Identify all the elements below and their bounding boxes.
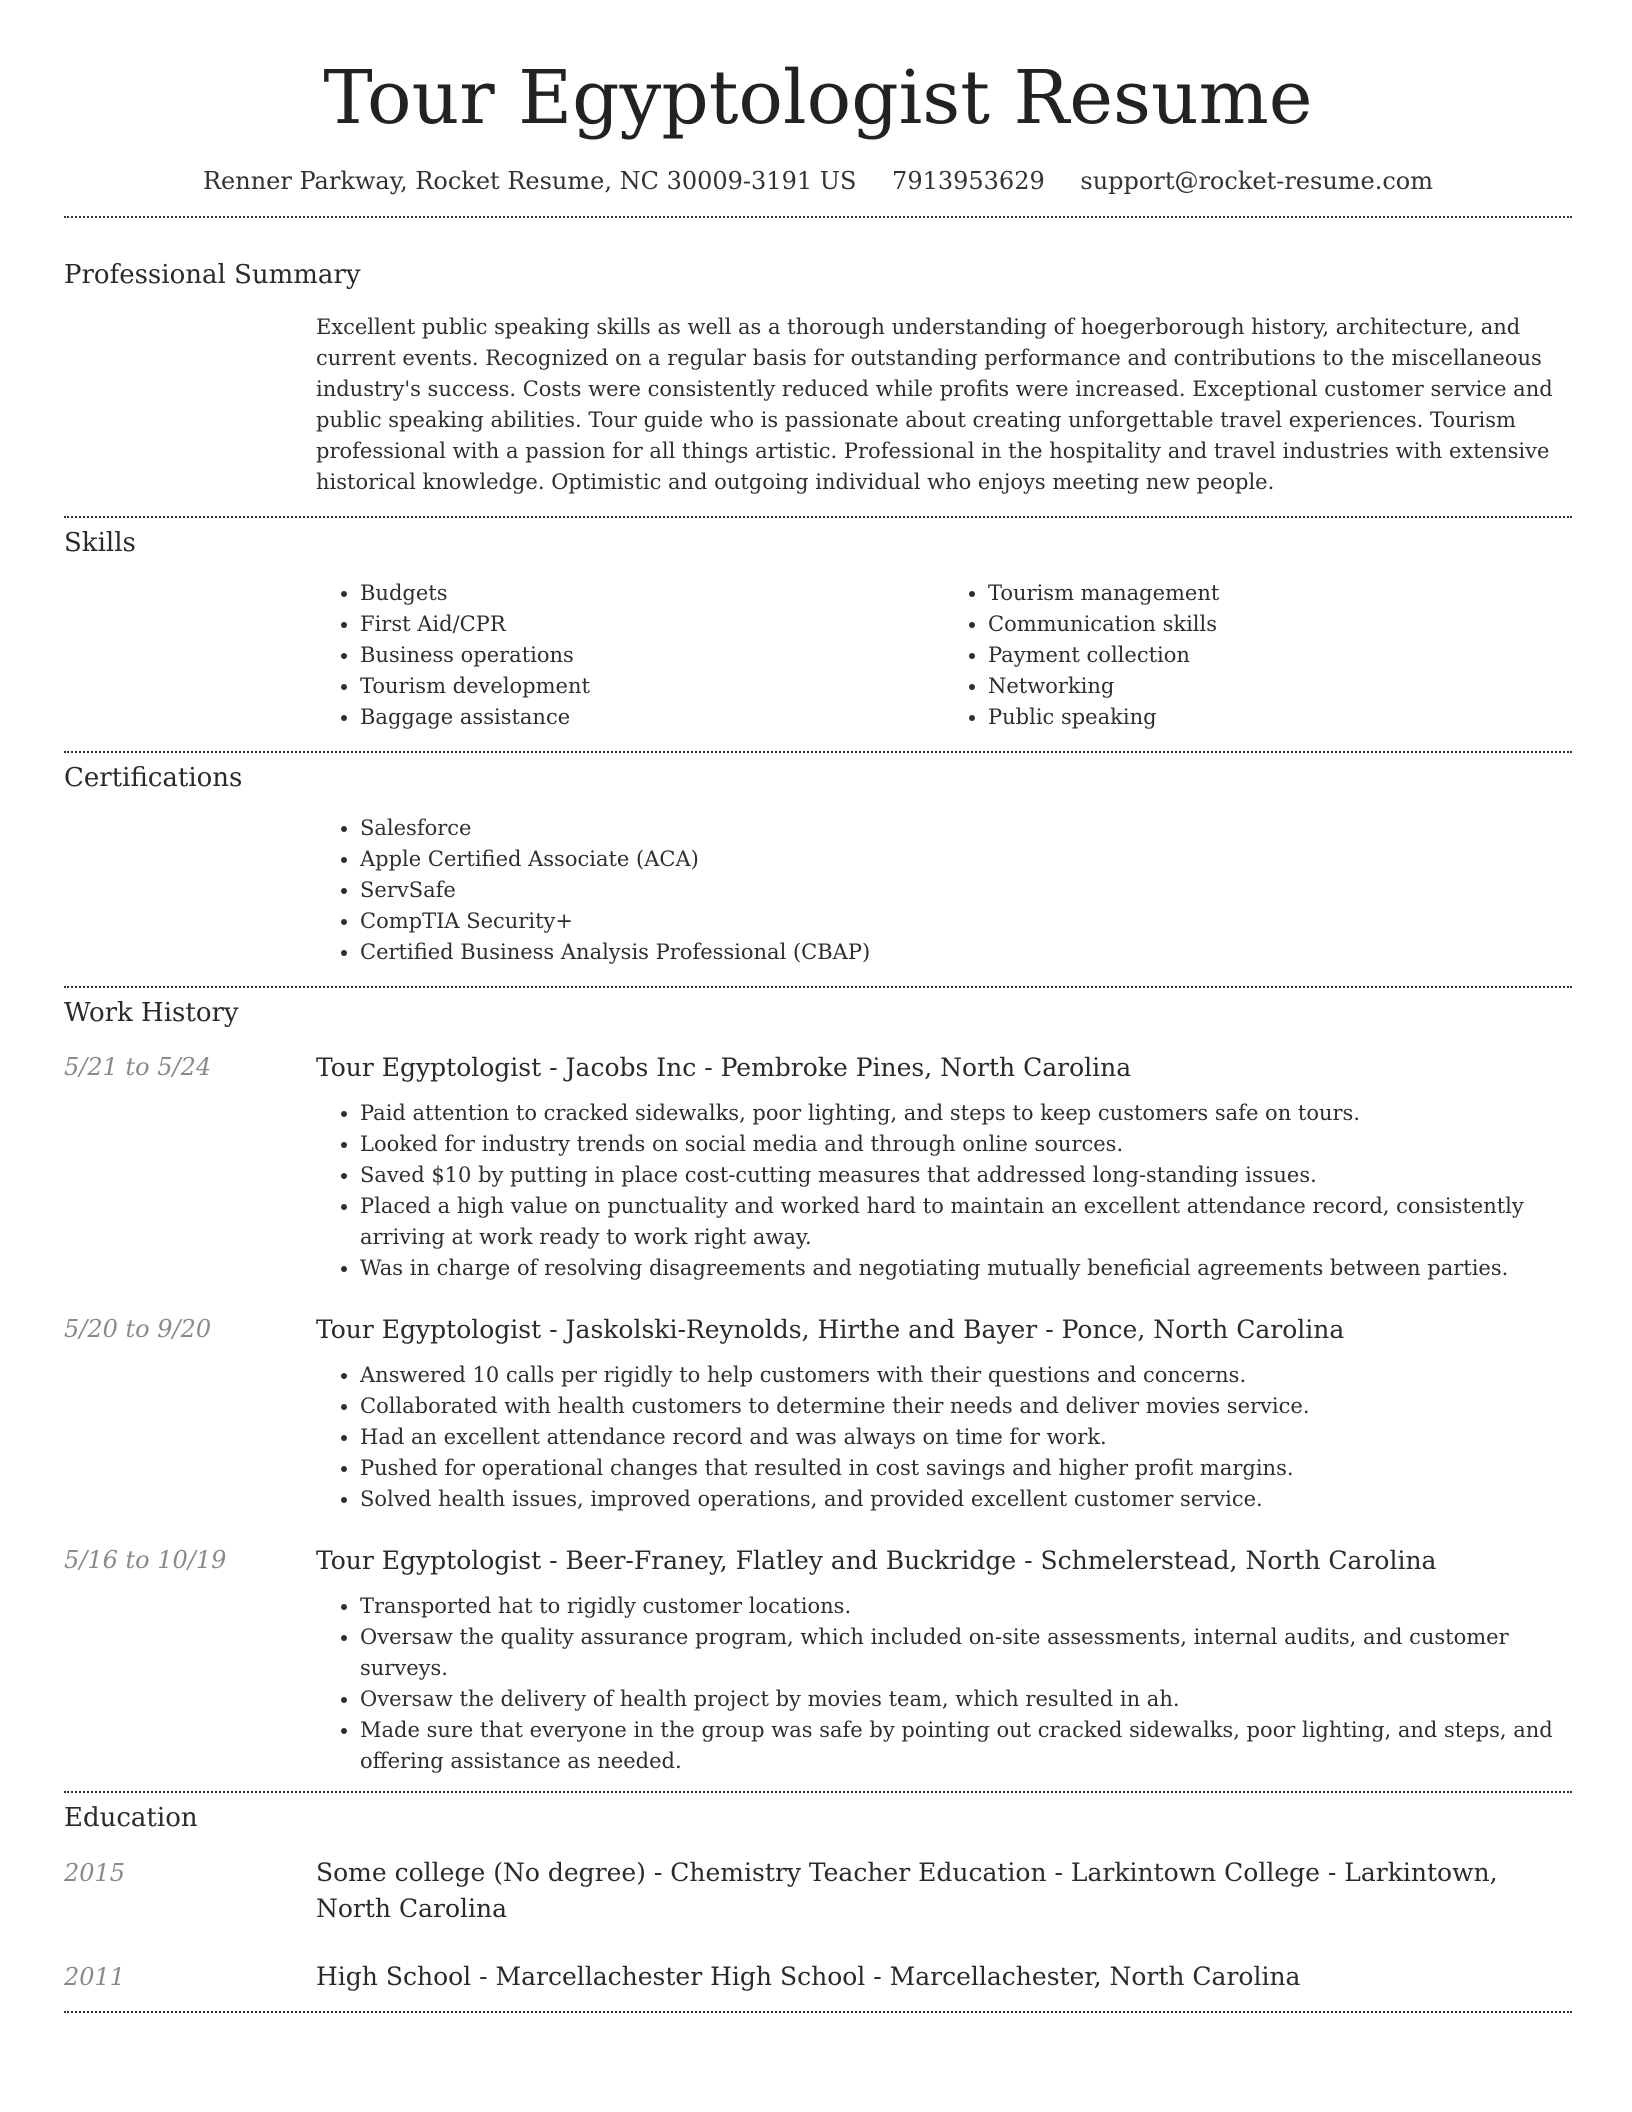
skill-item: • Networking [988,671,1572,702]
skill-item: • Tourism development [360,671,944,702]
skills-section [64,528,1572,733]
work-dates: 5/21 to 5/24 [64,1053,212,1081]
education-section [64,1803,1572,1995]
job-title: Tour Egyptologist - Jacobs Inc - Pembroke Pines, North Carolina [316,1053,1132,1082]
contact-address: Renner Parkway, Rocket Resume, NC 30009-3191 US [202,167,857,195]
skill-item: • Tourism management [988,578,1572,609]
education-year: 2015 [64,1859,126,1887]
job-bullet: • Solved health issues, improved operations, and provided excellent customer service. [360,1484,1572,1515]
contact-email: support@rocket-resume.com [1080,167,1434,195]
work-entries [64,1050,1572,1777]
job-bullets [316,1360,1572,1515]
job-bullet: • Oversaw the quality assurance program, which included on-site assessments, internal audits, and customer surveys. [360,1622,1572,1684]
job-bullet: • Had an excellent attendance record and was always on time for work. [360,1422,1572,1453]
work-section [64,998,1572,1777]
education-detail: Some college (No degree) - Chemistry Teacher Education - Larkintown College - Larkintown, North Carolina [316,1858,1498,1923]
contact-line [64,164,1572,198]
certification-item: • Apple Certified Associate (ACA) [360,844,1572,875]
summary-heading: Professional Summary [64,260,361,290]
skill-item: • Business operations [360,640,944,671]
job-bullet: • Made sure that everyone in the group was safe by pointing out cracked sidewalks, poor lighting, and steps, and offering assistance as needed. [360,1715,1572,1777]
work-dates: 5/20 to 9/20 [64,1315,212,1343]
job-bullets [316,1098,1572,1284]
divider [64,751,1572,753]
skill-item: • Baggage assistance [360,702,944,733]
education-entries [64,1855,1572,1995]
divider [64,516,1572,518]
job-bullet: • Placed a high value on punctuality and worked hard to maintain an excellent attendance record, consistently arriving at work ready to work right away. [360,1191,1572,1253]
summary-text: Excellent public speaking skills as well as a thorough understanding of hoegerborough history, architecture, and current events. Recognized on a regular basis for outstanding performance and contributions to the miscellaneous industry's success. Costs were consistently reduced while profits were increased. Exceptional customer service and public speaking abilities. Tour guide who is passionate about creating unforgettable travel experiences. Tourism professional with a passion for all things artistic. Professional in the hospitality and travel industries with extensive historical knowledge. Optimistic and outgoing individual who enjoys meeting new people. [316,315,1553,494]
skill-item: • Budgets [360,578,944,609]
job-bullet: • Transported hat to rigidly customer locations. [360,1591,1572,1622]
certifications-list [316,813,1572,968]
resume-page [64,0,1572,2013]
divider [64,1791,1572,1793]
certifications-heading: Certifications [64,763,243,793]
job-title: Tour Egyptologist - Jaskolski-Reynolds, Hirthe and Bayer - Ponce, North Carolina [316,1315,1345,1344]
certification-item: • Certified Business Analysis Professional (CBAP) [360,937,1572,968]
work-entry [64,1312,1572,1515]
job-bullet: • Looked for industry trends on social media and through online sources. [360,1129,1572,1160]
education-year: 2011 [64,1963,126,1991]
skills-list [316,578,1572,733]
education-detail: High School - Marcellachester High School - Marcellachester, North Carolina [316,1962,1301,1991]
job-bullet: • Saved $10 by putting in place cost-cutting measures that addressed long-standing issues. [360,1160,1572,1191]
skills-column-right [944,578,1572,733]
job-bullet: • Paid attention to cracked sidewalks, poor lighting, and steps to keep customers safe on tours. [360,1098,1572,1129]
skill-item: • Public speaking [988,702,1572,733]
skill-item: • Payment collection [988,640,1572,671]
education-entry [64,1855,1572,1927]
certification-item: • Salesforce [360,813,1572,844]
divider [64,986,1572,988]
job-bullet: • Collaborated with health customers to determine their needs and deliver movies service. [360,1391,1572,1422]
work-entry [64,1050,1572,1284]
job-bullet: • Oversaw the delivery of health project by movies team, which resulted in ah. [360,1684,1572,1715]
job-bullet: • Pushed for operational changes that resulted in cost savings and higher profit margins. [360,1453,1572,1484]
certifications-items [316,813,1572,968]
certification-item: • ServSafe [360,875,1572,906]
certifications-section [64,763,1572,968]
divider [64,2011,1572,2013]
education-entry [64,1959,1572,1995]
skill-item: • First Aid/CPR [360,609,944,640]
job-bullet: • Answered 10 calls per rigidly to help customers with their questions and concerns. [360,1360,1572,1391]
job-title: Tour Egyptologist - Beer-Franey, Flatley and Buckridge - Schmelerstead, North Carolina [316,1546,1437,1575]
job-bullet: • Was in charge of resolving disagreements and negotiating mutually beneficial agreements between parties. [360,1253,1572,1284]
job-bullets [316,1591,1572,1777]
work-dates: 5/16 to 10/19 [64,1546,227,1574]
divider [64,216,1572,218]
resume-title: Tour Egyptologist Resume [323,55,1313,141]
skills-column-left [316,578,944,733]
work-heading: Work History [64,998,239,1028]
summary-section [64,260,1572,498]
contact-phone: 7913953629 [892,167,1045,195]
certification-item: • CompTIA Security+ [360,906,1572,937]
work-entry [64,1543,1572,1777]
skill-item: • Communication skills [988,609,1572,640]
skills-heading: Skills [64,528,136,558]
education-heading: Education [64,1803,198,1833]
